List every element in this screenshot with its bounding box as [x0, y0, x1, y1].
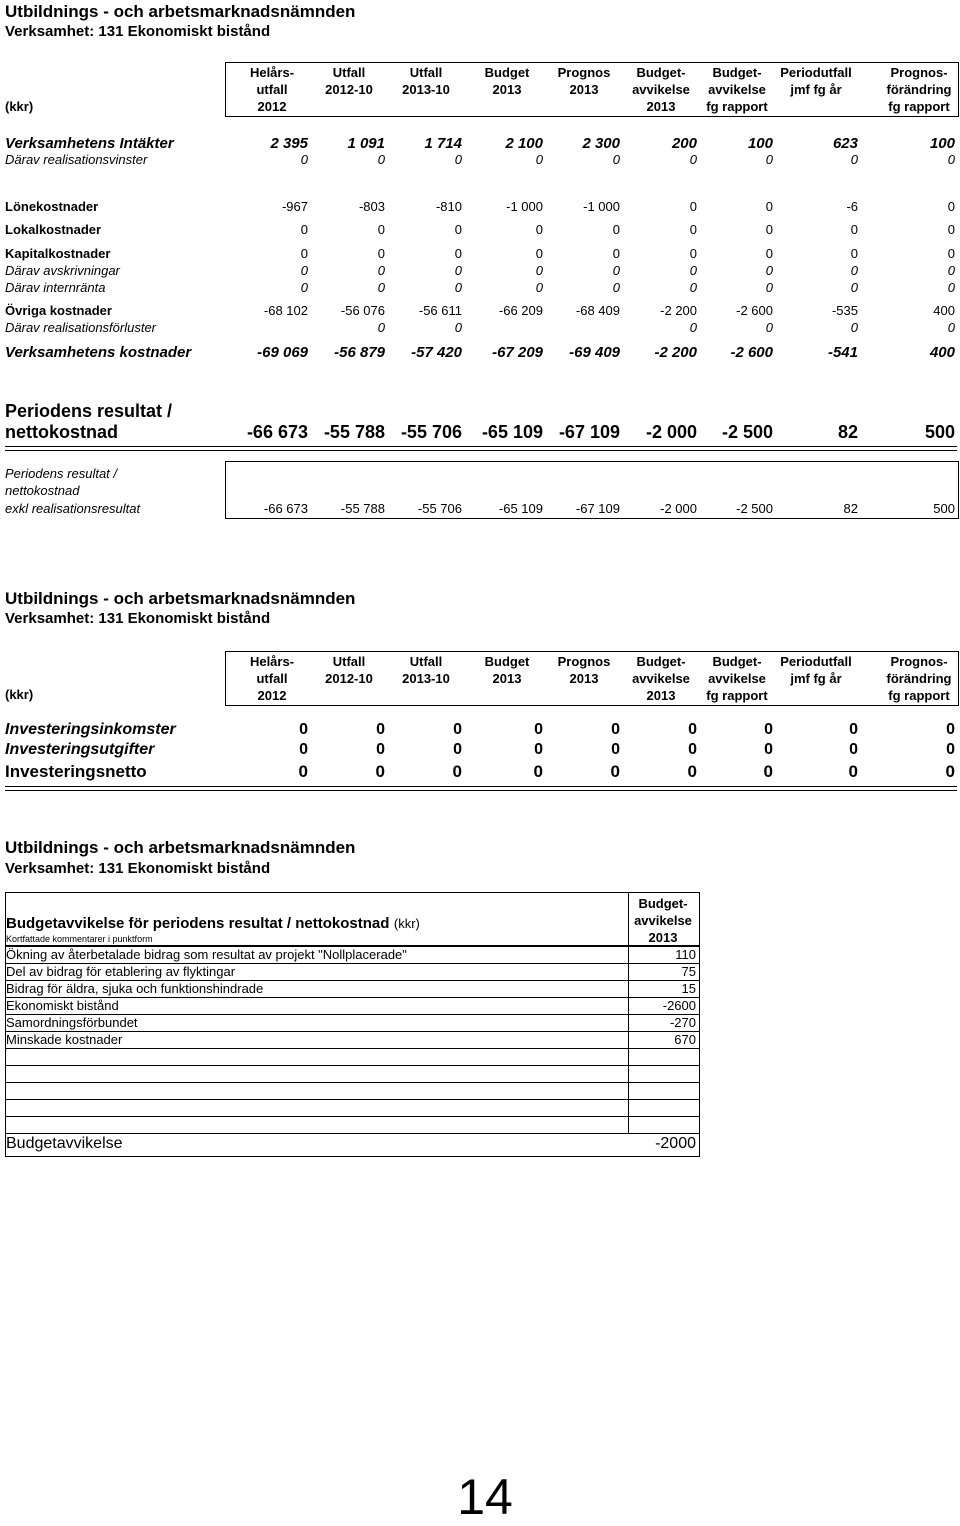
section1-row-10-value-5: -69 409	[569, 344, 620, 361]
col-header-7-line2: avvikelse	[708, 82, 766, 97]
section2-row-2-value-6: 0	[688, 741, 697, 758]
section1-row-10-value-1: -69 069	[257, 344, 308, 361]
section1-row-8-value-1: -68 102	[263, 303, 308, 318]
comment-value-2: 75	[681, 964, 696, 979]
section1-row-1-value-4: 2 100	[505, 135, 543, 152]
section2-row-2-value-8: 0	[849, 741, 858, 758]
section2-row-2	[0, 741, 960, 763]
section2-row-3-value-6: 0	[687, 762, 697, 781]
section1-row-6-value-4: 0	[535, 263, 543, 278]
section1-row-6-value-8: 0	[850, 263, 858, 278]
section2-row-2-value-7: 0	[764, 741, 773, 758]
section2-bottom-rule	[5, 786, 957, 791]
excl-value-3: -55 706	[417, 501, 462, 516]
result-value-2: -55 788	[323, 422, 385, 442]
col-header-1	[234, 64, 310, 115]
section2-row-3-value-7: 0	[763, 762, 773, 781]
section2-title: Utbildnings - och arbetsmarknadsnämnden	[5, 589, 356, 608]
section1-row-10-value-4: -67 209	[492, 344, 543, 361]
section1-unit: (kkr)	[5, 99, 34, 114]
section2-row-1-value-7: 0	[764, 721, 773, 738]
section1-row-1-value-2: 1 091	[347, 135, 385, 152]
s2-col-header-1-line1: Helårs-	[249, 654, 295, 669]
col-header-2-line2: Utfall	[332, 65, 366, 80]
section1-row-2-value-4: 0	[535, 152, 543, 167]
section1-row-2-value-2: 0	[377, 152, 385, 167]
section1-row-5-label: Kapitalkostnader	[5, 246, 111, 261]
comment-cell-8	[5, 1065, 629, 1083]
section1-row-9-value-7: 0	[765, 320, 773, 335]
comment-value-5: -270	[669, 1015, 696, 1030]
s2-col-header-8	[772, 653, 860, 687]
excl-value-8: 82	[843, 501, 858, 516]
s2-col-header-3-line2: Utfall	[409, 654, 443, 669]
section1-row-7-value-2: 0	[377, 280, 385, 295]
section1-row-9-value-8: 0	[850, 320, 858, 335]
section2-row-1-label: Investeringsinkomster	[5, 721, 176, 738]
section3-heading-sub: Kortfattade kommentarer i punktform	[6, 934, 153, 944]
col-header-1-line1: Helårs-	[249, 65, 295, 80]
section1-row-6-value-5: 0	[612, 263, 620, 278]
excl-value-9: 500	[933, 501, 955, 516]
section2-row-2-value-1: 0	[299, 741, 308, 758]
section1-row-9	[0, 320, 960, 338]
section1-row-5-value-8: 0	[850, 246, 858, 261]
section2-row-1-value-6: 0	[688, 721, 697, 738]
section1-row-3-value-2: -803	[358, 199, 385, 214]
result-value-4: -65 109	[481, 422, 543, 442]
s2-col-header-9	[881, 653, 957, 704]
section2-row-3-value-3: 0	[452, 762, 462, 781]
comment-text-5: Samordningsförbundet	[6, 1015, 138, 1030]
section1-row-6-value-1: 0	[300, 263, 308, 278]
section1-row-4	[0, 222, 960, 240]
col-header-7-line3: fg rapport	[706, 99, 768, 114]
page-number: 14	[457, 1469, 513, 1525]
comment-text-6: Minskade kostnader	[6, 1032, 123, 1047]
section1-row-4-value-3: 0	[454, 222, 462, 237]
col-header-6	[623, 64, 699, 115]
section1-row-8-value-9: 400	[933, 303, 955, 318]
section2-row-2-value-4: 0	[534, 741, 543, 758]
section1-row-8-value-3: -56 611	[418, 303, 462, 318]
section1-row-2-value-6: 0	[689, 152, 697, 167]
comment-cell-10	[5, 1099, 629, 1117]
s2-col-header-8-line3: jmf fg år	[790, 671, 842, 686]
col-header-8-line2: Periodutfall	[780, 65, 852, 80]
section1-row-9-value-2: 0	[377, 320, 385, 335]
section3-col-header-line3: 2013	[648, 930, 678, 945]
comment-value-4: -2600	[662, 998, 696, 1013]
section1-row-1	[0, 135, 960, 153]
excl-value-2: -55 788	[340, 501, 385, 516]
section1-row-5-value-3: 0	[454, 246, 462, 261]
section1-row-8-label: Övriga kostnader	[5, 303, 112, 318]
col-header-1-line3: 2012	[257, 99, 287, 114]
excl-label-line2: nettokostnad	[5, 483, 80, 498]
comment-cell-9	[5, 1082, 629, 1100]
comment-value-cell-8	[628, 1065, 700, 1083]
result-label-line1: Periodens resultat /	[5, 401, 173, 421]
section1-row-5-value-6: 0	[689, 246, 697, 261]
s2-col-header-5-line2: Prognos	[557, 654, 611, 669]
section3-heading-main: Budgetavvikelse för periodens resultat / nettokostnad	[6, 915, 390, 932]
s2-col-header-1	[234, 653, 310, 704]
comment-cell-7	[5, 1048, 629, 1066]
section1-row-3-value-3: -810	[435, 199, 462, 214]
section1-title: Utbildnings - och arbetsmarknadsnämnden	[5, 2, 356, 21]
section2-row-2-value-3: 0	[453, 741, 462, 758]
section3-subtitle: Verksamhet: 131 Ekonomiskt bistånd	[5, 860, 271, 877]
section1-row-1-value-7: 100	[747, 135, 773, 152]
section1-row-3-value-8: -6	[846, 199, 858, 214]
s2-col-header-6	[623, 653, 699, 704]
section2-row-3-value-4: 0	[533, 762, 543, 781]
section1-row-4-value-2: 0	[377, 222, 385, 237]
section1-row-6-value-3: 0	[454, 263, 462, 278]
section1-row-6-value-6: 0	[689, 263, 697, 278]
section1-row-9-value-6: 0	[689, 320, 697, 335]
section1-row-6-value-2: 0	[377, 263, 385, 278]
section1-row-1-value-1: 2 395	[270, 135, 308, 152]
excl-value-6: -2 000	[660, 501, 697, 516]
section3-heading-unit: (kkr)	[393, 916, 420, 931]
section1-row-1-value-6: 200	[671, 135, 697, 152]
section1-row-10-value-3: -57 420	[411, 344, 462, 361]
section1-row-4-value-9: 0	[947, 222, 955, 237]
comment-value-cell-11	[628, 1116, 700, 1134]
s2-col-header-3-line3: 2013-10	[402, 671, 450, 686]
comment-value-3: 15	[681, 981, 696, 996]
section1-row-7-value-3: 0	[454, 280, 462, 295]
section1-result-rule	[5, 446, 957, 451]
section1-row-10-value-2: -56 879	[334, 344, 385, 361]
col-header-6-line2: avvikelse	[632, 82, 690, 97]
col-header-5	[546, 64, 622, 98]
excl-label-line3: exkl realisationsresultat	[5, 501, 141, 516]
section1-row-3-value-5: -1 000	[583, 199, 620, 214]
section1-row-3-value-1: -967	[281, 199, 308, 214]
section3-col-header	[628, 895, 698, 946]
section2-row-3-value-2: 0	[375, 762, 385, 781]
comment-text-1: Ökning av återbetalade bidrag som resultat av projekt "Nollplacerade"	[6, 947, 407, 962]
result-value-7: -2 500	[721, 422, 773, 442]
section1-row-2-label: Därav realisationsvinster	[5, 152, 148, 167]
s2-col-header-4-line3: 2013	[492, 671, 522, 686]
section1-row-5-value-1: 0	[300, 246, 308, 261]
section1-row-6-value-7: 0	[765, 263, 773, 278]
section1-row-3-value-7: 0	[765, 199, 773, 214]
s2-col-header-3	[388, 653, 464, 687]
comment-value-cell-9	[628, 1082, 700, 1100]
section1-row-4-label: Lokalkostnader	[5, 222, 102, 237]
s2-col-header-4	[469, 653, 545, 687]
excl-value-1: -66 673	[263, 501, 308, 516]
section1-row-1-value-3: 1 714	[424, 135, 462, 152]
result-value-8: 82	[837, 422, 858, 442]
section3-title: Utbildnings - och arbetsmarknadsnämnden	[5, 838, 356, 857]
col-header-7	[699, 64, 775, 115]
section1-row-5	[0, 246, 960, 264]
section1-row-4-value-7: 0	[765, 222, 773, 237]
section1-row-8-value-8: -535	[831, 303, 858, 318]
section2-row-1-value-9: 0	[946, 721, 955, 738]
section1-row-2	[0, 152, 960, 170]
col-header-5-line2: Prognos	[557, 65, 611, 80]
section1-row-4-value-5: 0	[612, 222, 620, 237]
section1-row-4-value-6: 0	[689, 222, 697, 237]
s2-col-header-2-line3: 2012-10	[325, 671, 373, 686]
section1-row-8-value-6: -2 200	[660, 303, 697, 318]
s2-col-header-6-line1: Budget-	[636, 654, 686, 669]
section2-row-1-value-2: 0	[376, 721, 385, 738]
comment-cell-11	[5, 1116, 629, 1134]
section2-row-3-value-1: 0	[298, 762, 308, 781]
section2-row-2-value-2: 0	[376, 741, 385, 758]
col-header-8	[772, 64, 860, 98]
section1-row-3-value-9: 0	[947, 199, 955, 214]
section2-row-1	[0, 721, 960, 743]
excl-label-line1: Periodens resultat /	[5, 466, 118, 481]
section3-total-value: -2000	[655, 1135, 696, 1152]
excl-value-5: -67 109	[575, 501, 620, 516]
section2-row-1-value-4: 0	[534, 721, 543, 738]
section1-row-10-value-8: -541	[827, 344, 858, 361]
s2-col-header-7-line3: fg rapport	[706, 688, 768, 703]
section2-row-1-value-1: 0	[299, 721, 308, 738]
col-header-4-line2: Budget	[484, 65, 530, 80]
section1-row-5-value-5: 0	[612, 246, 620, 261]
col-header-9-line3: fg rapport	[888, 99, 950, 114]
excl-value-4: -65 109	[498, 501, 543, 516]
col-header-1-line2: utfall	[256, 82, 288, 97]
s2-col-header-8-line2: Periodutfall	[780, 654, 852, 669]
result-value-1: -66 673	[246, 422, 308, 442]
s2-col-header-9-line1: Prognos-	[890, 654, 948, 669]
comment-value-cell-7	[628, 1048, 700, 1066]
col-header-4	[469, 64, 545, 98]
section1-row-7-value-6: 0	[689, 280, 697, 295]
section1-row-10-value-7: -2 600	[730, 344, 773, 361]
section1-row-9-value-9: 0	[947, 320, 955, 335]
comment-value-1: 110	[675, 947, 696, 962]
section1-row-8	[0, 303, 960, 321]
col-header-6-line1: Budget-	[636, 65, 686, 80]
excl-value-7: -2 500	[736, 501, 773, 516]
s2-col-header-6-line3: 2013	[646, 688, 676, 703]
section2-row-1-value-3: 0	[453, 721, 462, 738]
section1-row-5-value-9: 0	[947, 246, 955, 261]
section2-row-1-value-5: 0	[611, 721, 620, 738]
col-header-9-line1: Prognos-	[890, 65, 948, 80]
col-header-2-line3: 2012-10	[325, 82, 373, 97]
section1-row-2-value-7: 0	[765, 152, 773, 167]
section1-row-8-value-7: -2 600	[736, 303, 773, 318]
section1-row-3-value-4: -1 000	[506, 199, 543, 214]
result-value-6: -2 000	[645, 422, 697, 442]
section2-row-2-value-5: 0	[611, 741, 620, 758]
section1-row-10-value-9: 400	[929, 344, 955, 361]
col-header-3-line3: 2013-10	[402, 82, 450, 97]
s2-col-header-1-line3: 2012	[257, 688, 287, 703]
section1-row-7-value-9: 0	[947, 280, 955, 295]
result-label-line2: nettokostnad	[5, 422, 119, 442]
section2-row-3-value-5: 0	[610, 762, 620, 781]
section1-row-7-value-4: 0	[535, 280, 543, 295]
section1-row-1-value-5: 2 300	[582, 135, 620, 152]
section1-excl-box	[225, 461, 959, 519]
section3-col-header-line1: Budget-	[638, 896, 688, 911]
section1-row-10-label: Verksamhetens kostnader	[5, 344, 192, 361]
s2-col-header-7	[699, 653, 775, 704]
s2-col-header-9-line3: fg rapport	[888, 688, 950, 703]
col-header-8-line3: jmf fg år	[790, 82, 842, 97]
section1-row-1-value-9: 100	[929, 135, 955, 152]
section2-row-3	[0, 762, 960, 784]
col-header-2	[311, 64, 387, 98]
result-value-3: -55 706	[400, 422, 462, 442]
comment-value-6: 670	[674, 1032, 696, 1047]
s2-col-header-1-line2: utfall	[256, 671, 288, 686]
section2-unit: (kkr)	[5, 687, 34, 702]
section2-row-2-value-9: 0	[946, 741, 955, 758]
section1-row-2-value-1: 0	[300, 152, 308, 167]
section2-row-3-value-8: 0	[848, 762, 858, 781]
section1-row-3	[0, 199, 960, 217]
s2-col-header-5	[546, 653, 622, 687]
section1-row-7-value-8: 0	[850, 280, 858, 295]
section1-row-result	[0, 401, 960, 443]
section1-row-8-value-4: -66 209	[498, 303, 543, 318]
col-header-3	[388, 64, 464, 98]
section1-row-4-value-8: 0	[850, 222, 858, 237]
s2-col-header-4-line2: Budget	[484, 654, 530, 669]
section2-row-1-value-8: 0	[849, 721, 858, 738]
section1-row-10	[0, 344, 960, 362]
result-value-5: -67 109	[558, 422, 620, 442]
section1-row-7-value-1: 0	[300, 280, 308, 295]
col-header-9-line2: förändring	[886, 82, 952, 97]
section1-row-7-label: Därav internränta	[5, 280, 106, 295]
section1-row-1-label: Verksamhetens Intäkter	[5, 135, 174, 152]
comment-value-cell-10	[628, 1099, 700, 1117]
s2-col-header-7-line2: avvikelse	[708, 671, 766, 686]
section2-subtitle: Verksamhet: 131 Ekonomiskt bistånd	[5, 610, 271, 627]
col-header-9	[881, 64, 957, 115]
section1-row-3-value-6: 0	[689, 199, 697, 214]
s2-col-header-6-line2: avvikelse	[632, 671, 690, 686]
result-value-9: 500	[924, 422, 955, 442]
section1-row-9-value-3: 0	[454, 320, 462, 335]
section3-heading	[6, 915, 420, 933]
section1-row-7	[0, 280, 960, 298]
section1-row-1-value-8: 623	[832, 135, 858, 152]
section3-total-label: Budgetavvikelse	[6, 1135, 123, 1152]
section1-row-7-value-5: 0	[612, 280, 620, 295]
s2-col-header-9-line2: förändring	[886, 671, 952, 686]
col-header-4-line3: 2013	[492, 82, 522, 97]
comment-text-3: Bidrag för äldra, sjuka och funktionshindrade	[6, 981, 264, 996]
section1-row-5-value-4: 0	[535, 246, 543, 261]
section1-subtitle: Verksamhet: 131 Ekonomiskt bistånd	[5, 23, 271, 40]
section2-row-3-label: Investeringsnetto	[5, 762, 147, 781]
section2-row-2-label: Investeringsutgifter	[5, 741, 155, 758]
col-header-3-line2: Utfall	[409, 65, 443, 80]
section3-col-header-line2: avvikelse	[634, 913, 692, 928]
section1-row-8-value-5: -68 409	[575, 303, 620, 318]
col-header-7-line1: Budget-	[712, 65, 762, 80]
section1-row-9-label: Därav realisationsförluster	[5, 320, 157, 335]
section2-row-3-value-9: 0	[945, 762, 955, 781]
col-header-6-line3: 2013	[646, 99, 676, 114]
section1-row-2-value-8: 0	[850, 152, 858, 167]
section1-row-6-label: Därav avskrivningar	[5, 263, 120, 278]
section1-row-2-value-9: 0	[947, 152, 955, 167]
s2-col-header-2	[311, 653, 387, 687]
comment-text-4: Ekonomiskt bistånd	[6, 998, 119, 1013]
section1-row-5-value-7: 0	[765, 246, 773, 261]
section1-row-7-value-7: 0	[765, 280, 773, 295]
section1-row-4-value-1: 0	[300, 222, 308, 237]
comment-text-2: Del av bidrag för etablering av flyktingar	[6, 964, 236, 979]
section1-row-6	[0, 263, 960, 281]
s2-col-header-5-line3: 2013	[569, 671, 599, 686]
section1-row-6-value-9: 0	[947, 263, 955, 278]
section1-row-3-label: Lönekostnader	[5, 199, 99, 214]
s2-col-header-2-line2: Utfall	[332, 654, 366, 669]
section1-row-2-value-5: 0	[612, 152, 620, 167]
section1-row-5-value-2: 0	[377, 246, 385, 261]
col-header-5-line3: 2013	[569, 82, 599, 97]
section1-row-8-value-2: -56 076	[340, 303, 385, 318]
s2-col-header-7-line1: Budget-	[712, 654, 762, 669]
section1-row-2-value-3: 0	[454, 152, 462, 167]
section1-row-4-value-4: 0	[535, 222, 543, 237]
section1-row-10-value-6: -2 200	[654, 344, 697, 361]
